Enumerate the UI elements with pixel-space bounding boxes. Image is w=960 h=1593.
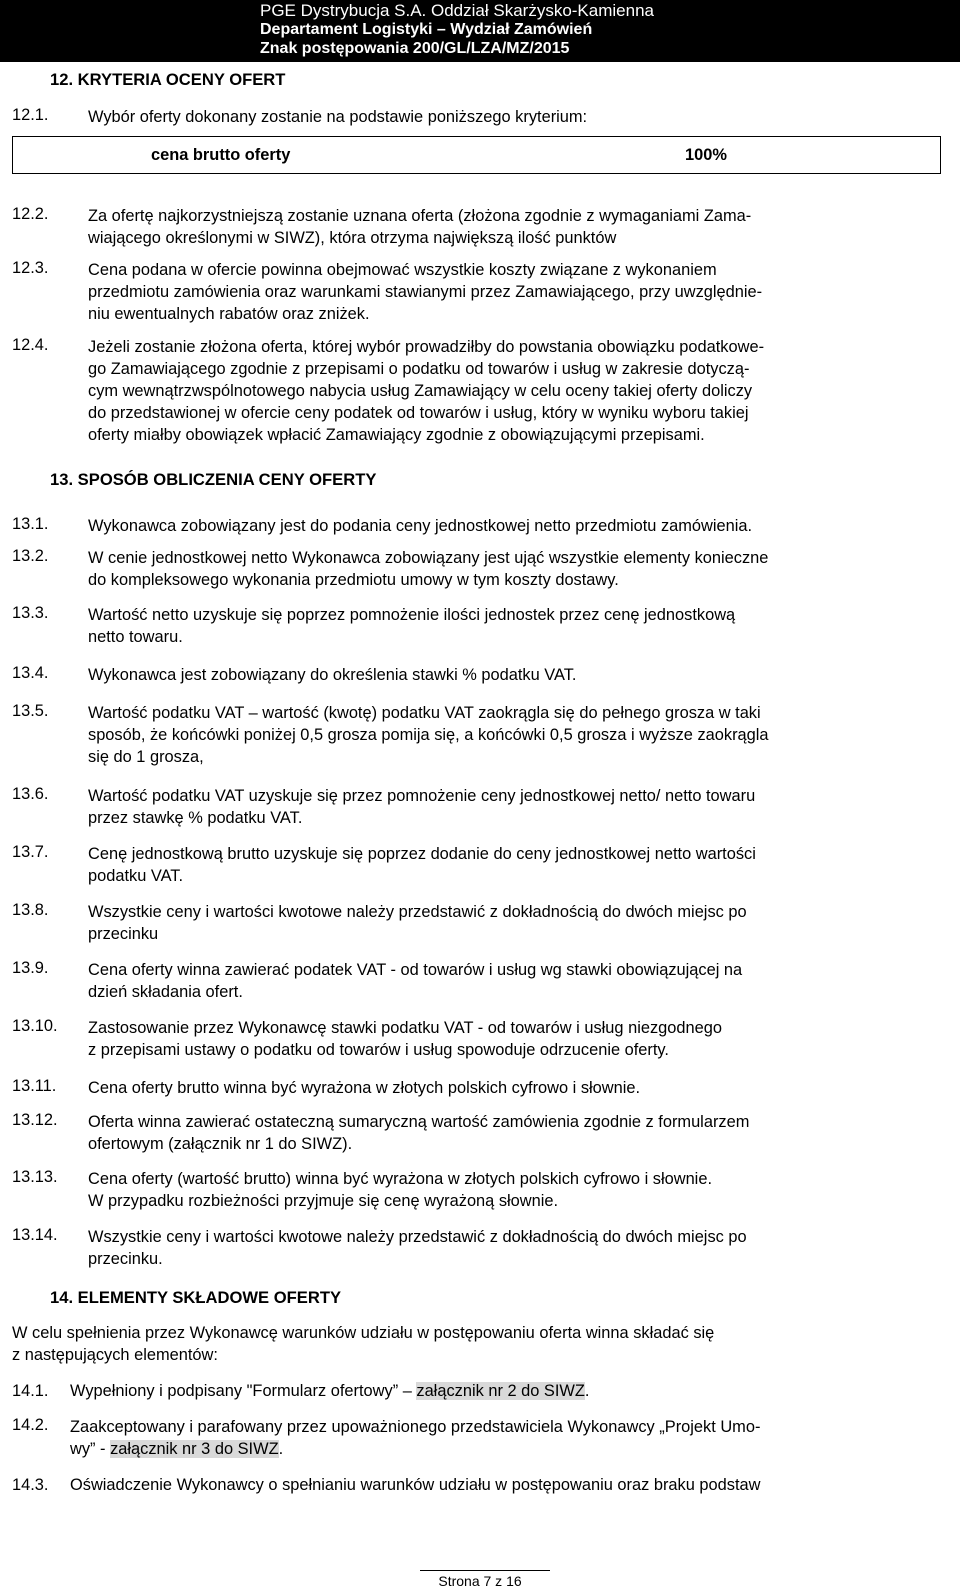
item-text <box>88 259 940 325</box>
attachment-reference: załącznik nr 2 do SIWZ <box>416 1382 585 1400</box>
item-text: Oświadczenie Wykonawcy o spełnianiu warunków udziału w postępowaniu oraz braku podstaw <box>70 1476 761 1494</box>
text-line: ofertowym (załącznik nr 1 do SIWZ). <box>88 1135 353 1153</box>
text-line: go Zamawiającego zgodnie z przepisami o podatku od towarów i usług w zakresie dotyczą- <box>88 360 750 378</box>
text-line: przedmiotu zamówienia oraz warunkami stawianymi przez Zamawiającego, przy uwzględnie- <box>88 283 763 301</box>
page-number: Strona 7 z 16 <box>438 1573 522 1589</box>
section-12-title: 12. KRYTERIA OCENY OFERT <box>50 70 286 89</box>
item-text <box>88 959 940 1003</box>
text-line: W cenie jednostkowej netto Wykonawca zobowiązany jest ująć wszystkie elementy konieczne <box>88 549 769 567</box>
item-number: 14.2. <box>12 1416 49 1434</box>
text-line: Wypełniony i podpisany "Formularz ofertowy” – <box>70 1382 417 1400</box>
text-punctuation: . <box>584 1382 590 1400</box>
item-number: 13.3. <box>12 604 49 622</box>
item-number: 14.3. <box>12 1476 49 1494</box>
text-line: do kompleksowego wykonania przedmiotu umowy w tym koszty dostawy. <box>88 571 619 589</box>
item-number: 13.10. <box>12 1017 58 1035</box>
text-line: przecinku <box>88 925 159 943</box>
item-number: 12.2. <box>12 205 49 223</box>
item-text <box>88 901 940 945</box>
section-13-title: 13. SPOSÓB OBLICZENIA CENY OFERTY <box>50 470 377 489</box>
item-number: 13.11. <box>12 1077 57 1095</box>
item-text <box>88 785 940 829</box>
text-line: wiającego określonymi w SIWZ), która otrzyma największą ilość punktów <box>88 229 617 247</box>
item-text <box>88 547 940 591</box>
text-line: Zaakceptowany i parafowany przez upoważnionego przedstawiciela Wykonawcy „Projekt Umo- <box>70 1418 761 1436</box>
item-text <box>88 1077 940 1099</box>
text-line: sposób, że końcówki poniżej 0,5 grosza pomija się, a końcówki 0,5 grosza i wyższe zaokrągla <box>88 726 769 744</box>
text-line: Wszystkie ceny i wartości kwotowe należy przedstawić z dokładnością do dwóch miejsc po <box>88 1228 747 1246</box>
header-reference: Znak postępowania 200/GL/LZA/MZ/2015 <box>260 40 570 57</box>
text-line: Wykonawca zobowiązany jest do podania ceny jednostkowej netto przedmiotu zamówienia. <box>88 517 753 535</box>
footer-rule <box>420 1570 550 1571</box>
header-company: PGE Dystrybucja S.A. Oddział Skarżysko-Kamienna <box>260 1 654 20</box>
text-line: oferty miałby obowiązek wpłacić Zamawiający zgodnie z obowiązującymi przepisami. <box>88 426 705 444</box>
text-line: przecinku. <box>88 1250 163 1268</box>
item-text <box>88 1111 940 1155</box>
text-line: Cena oferty winna zawierać podatek VAT - od towarów i usług wg stawki obowiązującej na <box>88 961 743 979</box>
item-number: 13.8. <box>12 901 49 919</box>
text-line: do przedstawionej w ofercie ceny podatek od towarów i usług, który w wyniku wyboru takiej <box>88 404 749 422</box>
text-line: Wartość netto uzyskuje się poprzez pomnożenie ilości jednostek przez cenę jednostkową <box>88 606 736 624</box>
item-number: 13.14. <box>12 1226 58 1244</box>
header-department: Departament Logistyki – Wydział Zamówień <box>260 21 593 38</box>
text-line: przez stawkę % podatku VAT. <box>88 809 303 827</box>
text-line: Wartość podatku VAT uzyskuje się przez pomnożenie ceny jednostkowej netto/ netto towaru <box>88 787 756 805</box>
text-fragment: wy” - <box>70 1440 111 1458</box>
text-line <box>70 1438 940 1460</box>
text-line: podatku VAT. <box>88 867 184 885</box>
item-text <box>88 843 940 887</box>
item-text <box>88 205 940 249</box>
text-line: Oferta winna zawierać ostateczną sumaryczną wartość zamówienia zgodnie z formularzem <box>88 1113 750 1131</box>
item-text <box>70 1416 940 1460</box>
item-text: Wybór oferty dokonany zostanie na podstawie poniższego kryterium: <box>88 108 588 126</box>
text-line: W przypadku rozbieżności przyjmuje się cenę wyrażoną słownie. <box>88 1192 559 1210</box>
item-text <box>88 1226 940 1270</box>
item-text <box>88 336 940 446</box>
text-line: cym wewnątrzwspólnotowego nabycia usług Zamawiający w celu oceny takiej oferty doliczy <box>88 382 753 400</box>
item-text <box>70 1382 940 1401</box>
text-line: Cenę jednostkową brutto uzyskuje się poprzez dodanie do ceny jednostkowej netto wartości <box>88 845 756 863</box>
item-number: 12.4. <box>12 336 49 354</box>
item-text <box>88 1168 940 1212</box>
text-line: W celu spełnienia przez Wykonawcę warunków udziału w postępowaniu oferta winna składać się <box>12 1324 715 1342</box>
text-line: Za ofertę najkorzystniejszą zostanie uznana oferta (złożona zgodnie z wymaganiami Zama- <box>88 207 752 225</box>
item-number: 13.5. <box>12 702 49 720</box>
text-line: netto towaru. <box>88 628 183 646</box>
text-line: się do 1 grosza, <box>88 748 204 766</box>
text-line: Wartość podatku VAT – wartość (kwotę) podatku VAT zaokrągla się do pełnego grosza w taki <box>88 704 761 722</box>
section-14-intro <box>12 1322 940 1366</box>
item-number: 13.4. <box>12 664 49 682</box>
item-number: 13.2. <box>12 547 49 565</box>
text-line: z następujących elementów: <box>12 1346 218 1364</box>
item-number: 13.13. <box>12 1168 58 1186</box>
attachment-reference: załącznik nr 3 do SIWZ <box>110 1440 279 1458</box>
item-number: 13.7. <box>12 843 49 861</box>
item-text <box>88 515 940 537</box>
text-line: Wykonawca jest zobowiązany do określenia stawki % podatku VAT. <box>88 666 577 684</box>
item-number: 14.1. <box>12 1382 49 1400</box>
item-number: 13.6. <box>12 785 49 803</box>
page-header <box>0 0 960 62</box>
item-text <box>88 664 940 686</box>
text-line: Cena podana w ofercie powinna obejmować wszystkie koszty związane z wykonaniem <box>88 261 717 279</box>
item-number: 13.1. <box>12 515 49 533</box>
item-text <box>88 702 940 768</box>
text-line: Wszystkie ceny i wartości kwotowe należy przedstawić z dokładnością do dwóch miejsc po <box>88 903 747 921</box>
text-line: Cena oferty brutto winna być wyrażona w złotych polskich cyfrowo i słownie. <box>88 1079 641 1097</box>
item-number: 13.9. <box>12 959 49 977</box>
text-line: Zastosowanie przez Wykonawcę stawki podatku VAT - od towarów i usług niezgodnego <box>88 1019 722 1037</box>
criteria-weight: 100% <box>685 146 727 164</box>
text-punctuation: . <box>278 1440 284 1458</box>
item-text <box>88 1017 940 1061</box>
text-line: Cena oferty (wartość brutto) winna być wyrażona w złotych polskich cyfrowo i słownie. <box>88 1170 712 1188</box>
criteria-name: cena brutto oferty <box>151 146 291 164</box>
item-number: 12.3. <box>12 259 49 277</box>
text-line: Jeżeli zostanie złożona oferta, której wybór prowadziłby do powstania obowiązku podatkowe- <box>88 338 765 356</box>
item-text <box>88 604 940 648</box>
criteria-table <box>12 136 941 174</box>
item-number: 13.12. <box>12 1111 58 1129</box>
text-line: z przepisami ustawy o podatku od towarów i usług spowoduje odrzucenie oferty. <box>88 1041 669 1059</box>
item-number: 12.1. <box>12 106 49 124</box>
section-14-title: 14. ELEMENTY SKŁADOWE OFERTY <box>50 1288 342 1307</box>
text-line: niu ewentualnych rabatów oraz zniżek. <box>88 305 370 323</box>
text-line: dzień składania ofert. <box>88 983 243 1001</box>
